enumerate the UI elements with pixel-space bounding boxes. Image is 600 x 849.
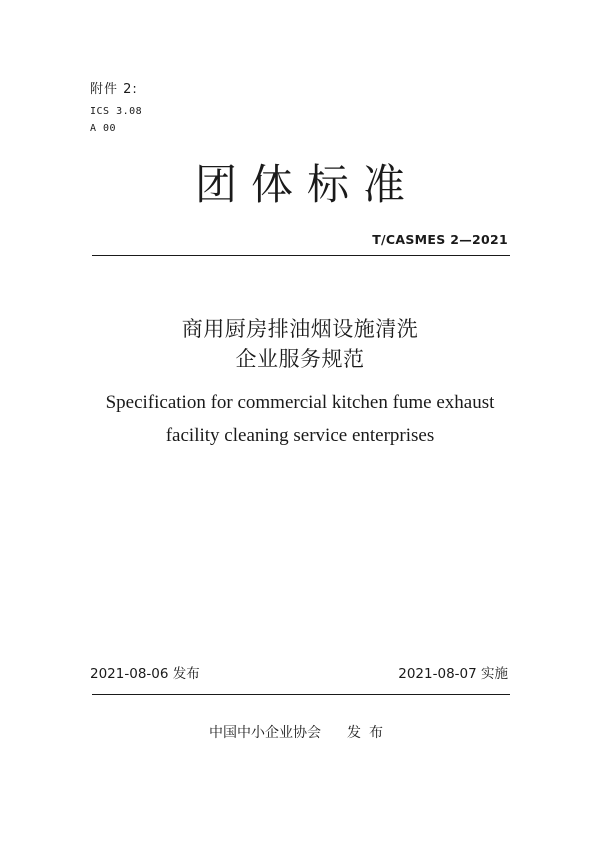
publisher-name: 中国中小企业协会: [209, 725, 321, 741]
bottom-divider: [92, 694, 510, 695]
attachment-label: 附件 2:: [90, 82, 138, 97]
ics-code: ICS 3.08: [90, 106, 143, 117]
ccs-code: A 00: [90, 123, 117, 134]
implementation-date: 2021-08-07 实施: [398, 666, 508, 682]
top-divider: [92, 255, 510, 256]
standard-type-heading: 团体标准: [194, 160, 419, 209]
title-en-line1: Specification for commercial kitchen fume exhaust: [105, 392, 495, 413]
publish-action: 发布: [347, 725, 391, 741]
standard-code: T/CASMES 2—2021: [372, 232, 508, 247]
title-zh-line2: 企业服务规范: [235, 347, 365, 371]
publisher-line: [0, 722, 600, 742]
issue-date: 2021-08-06 发布: [90, 666, 200, 682]
title-zh-line1: 商用厨房排油烟设施清洗: [181, 317, 419, 341]
title-en-line2: facility cleaning service enterprises: [165, 425, 435, 446]
